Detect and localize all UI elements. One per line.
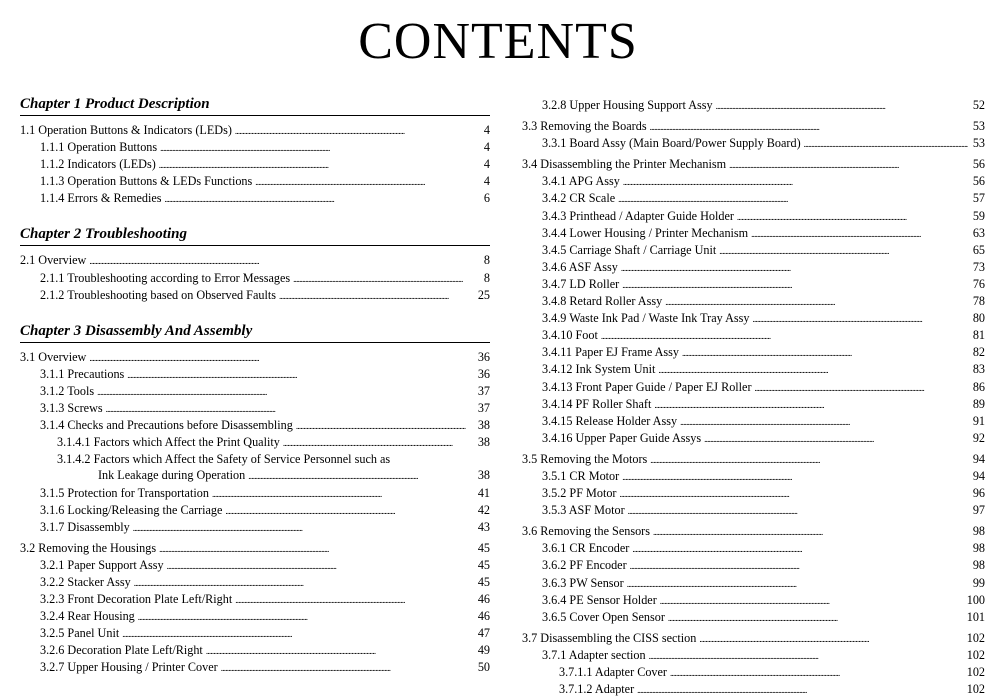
- toc-entry[interactable]: 3.7.1 Adapter section . . . 102: [522, 647, 985, 664]
- toc-entry[interactable]: 3.1.6 Locking/Releasing the Carriage . . . 42: [20, 502, 490, 519]
- chapter-heading: Chapter 3 Disassembly And Assembly: [20, 322, 490, 343]
- toc-entry[interactable]: 3.1.7 Disassembly . . . 43: [20, 519, 490, 536]
- toc-entry[interactable]: 3.4.9 Waste Ink Pad / Waste Ink Tray Assy . . . 80: [522, 310, 985, 327]
- toc-entry[interactable]: 3.4.16 Upper Paper Guide Assys . . . 92: [522, 430, 985, 447]
- toc-entry[interactable]: 3.1 Overview . . . 36: [20, 349, 490, 366]
- toc-entry[interactable]: 3.5.2 PF Motor . . . 96: [522, 485, 985, 502]
- toc-entry[interactable]: 1.1.2 Indicators (LEDs) . . . 4: [20, 156, 490, 173]
- toc-entry[interactable]: 3.6.1 CR Encoder . . . 98: [522, 540, 985, 557]
- toc-entry[interactable]: 3.4 Disassembling the Printer Mechanism . . . 56: [522, 156, 985, 173]
- toc-entry[interactable]: 1.1.3 Operation Buttons & LEDs Functions . . . 4: [20, 173, 490, 190]
- toc-entry[interactable]: 3.4.7 LD Roller . . . 76: [522, 276, 985, 293]
- toc-entry[interactable]: 3.2.1 Paper Support Assy . . . 45: [20, 557, 490, 574]
- toc-entry[interactable]: 3.4.8 Retard Roller Assy . . . 78: [522, 293, 985, 310]
- chapter-heading: Chapter 2 Troubleshooting: [20, 225, 490, 246]
- toc-entry[interactable]: 3.7.1.2 Adapter . . . 102: [522, 681, 985, 698]
- toc-entry[interactable]: 3.2.2 Stacker Assy . . . 45: [20, 574, 490, 591]
- toc-entry[interactable]: 3.4.2 CR Scale . . . 57: [522, 190, 985, 207]
- toc-entry[interactable]: 3.4.4 Lower Housing / Printer Mechanism . . . 63: [522, 225, 985, 242]
- toc-entry[interactable]: 3.2.7 Upper Housing / Printer Cover . . . 50: [20, 659, 490, 676]
- toc-entry[interactable]: 3.4.6 ASF Assy . . . 73: [522, 259, 985, 276]
- toc-entry[interactable]: 3.6.2 PF Encoder . . . 98: [522, 557, 985, 574]
- toc-entry[interactable]: 3.1.2 Tools . . . 37: [20, 383, 490, 400]
- toc-list: [20, 252, 490, 303]
- toc-entry[interactable]: 2.1.2 Troubleshooting based on Observed Faults . . . 25: [20, 287, 490, 304]
- toc-entry[interactable]: 1.1.4 Errors & Remedies . . . 6: [20, 190, 490, 207]
- page-title: CONTENTS: [358, 13, 638, 70]
- toc-entry[interactable]: 2.1 Overview . . . 8: [20, 252, 490, 269]
- chapter-heading: Chapter 1 Product Description: [20, 95, 490, 116]
- toc-entry[interactable]: 3.2 Removing the Housings . . . 45: [20, 540, 490, 557]
- toc-entry[interactable]: 3.1.5 Protection for Transportation . . . 41: [20, 485, 490, 502]
- toc-entry[interactable]: 3.2.5 Panel Unit . . . 47: [20, 625, 490, 642]
- toc-entry[interactable]: 3.5.3 ASF Motor . . . 97: [522, 502, 985, 519]
- toc-entry[interactable]: 1.1 Operation Buttons & Indicators (LEDs) . . . 4: [20, 122, 490, 139]
- toc-entry[interactable]: 3.4.13 Front Paper Guide / Paper EJ Roller . . . 86: [522, 379, 985, 396]
- toc-entry[interactable]: 3.1.3 Screws . . . 37: [20, 400, 490, 417]
- toc-entry[interactable]: 3.6 Removing the Sensors . . . 98: [522, 523, 985, 540]
- toc-entry[interactable]: 3.4.12 Ink System Unit . . . 83: [522, 361, 985, 378]
- toc-entry[interactable]: 3.4.5 Carriage Shaft / Carriage Unit . . . 65: [522, 242, 985, 259]
- toc-entry[interactable]: 3.6.3 PW Sensor . . . 99: [522, 575, 985, 592]
- toc-list: [20, 349, 490, 677]
- toc-entry[interactable]: 3.1.1 Precautions . . . 36: [20, 366, 490, 383]
- toc-entry[interactable]: 3.2.6 Decoration Plate Left/Right . . . 49: [20, 642, 490, 659]
- toc-entry[interactable]: Ink Leakage during Operation . . . 38: [20, 467, 490, 484]
- toc-entry[interactable]: 3.4.11 Paper EJ Frame Assy . . . 82: [522, 344, 985, 361]
- toc-entry[interactable]: 3.4.15 Release Holder Assy . . . 91: [522, 413, 985, 430]
- toc-entry[interactable]: 3.1.4.2 Factors which Affect the Safety of Service Personnel such as: [57, 452, 391, 467]
- toc-entry[interactable]: 3.1.4 Checks and Precautions before Disassembling . . . 38: [20, 417, 490, 434]
- toc-entry[interactable]: 3.3 Removing the Boards . . . 53: [522, 118, 985, 135]
- toc-entry[interactable]: 3.4.1 APG Assy . . . 56: [522, 173, 985, 190]
- toc-right-column: [522, 97, 985, 698]
- toc-list: [20, 122, 490, 207]
- toc-entry[interactable]: 1.1.1 Operation Buttons . . . 4: [20, 139, 490, 156]
- toc-entry[interactable]: 3.6.4 PE Sensor Holder . . . 100: [522, 592, 985, 609]
- toc-entry[interactable]: 3.2.4 Rear Housing . . . 46: [20, 608, 490, 625]
- toc-entry[interactable]: 3.3.1 Board Assy (Main Board/Power Supply Board) . . . 53: [522, 135, 985, 152]
- toc-entry[interactable]: 3.7 Disassembling the CISS section . . . 102: [522, 630, 985, 647]
- toc-entry[interactable]: 3.2.8 Upper Housing Support Assy . . . 52: [522, 97, 985, 114]
- toc-entry[interactable]: 3.2.3 Front Decoration Plate Left/Right . . . 46: [20, 591, 490, 608]
- toc-entry[interactable]: 3.4.10 Foot . . . 81: [522, 327, 985, 344]
- toc-entry[interactable]: 3.5 Removing the Motors . . . 94: [522, 451, 985, 468]
- toc-entry[interactable]: 3.7.1.1 Adapter Cover . . . 102: [522, 664, 985, 681]
- toc-entry[interactable]: 3.4.14 PF Roller Shaft . . . 89: [522, 396, 985, 413]
- toc-entry[interactable]: 3.5.1 CR Motor . . . 94: [522, 468, 985, 485]
- toc-entry[interactable]: 3.4.3 Printhead / Adapter Guide Holder . . . 59: [522, 208, 985, 225]
- toc-left-column: [20, 95, 490, 677]
- toc-entry[interactable]: 2.1.1 Troubleshooting according to Error Messages . . . 8: [20, 270, 490, 287]
- toc-entry[interactable]: 3.1.4.1 Factors which Affect the Print Quality . . . 38: [20, 434, 490, 451]
- toc-entry[interactable]: 3.6.5 Cover Open Sensor . . . 101: [522, 609, 985, 626]
